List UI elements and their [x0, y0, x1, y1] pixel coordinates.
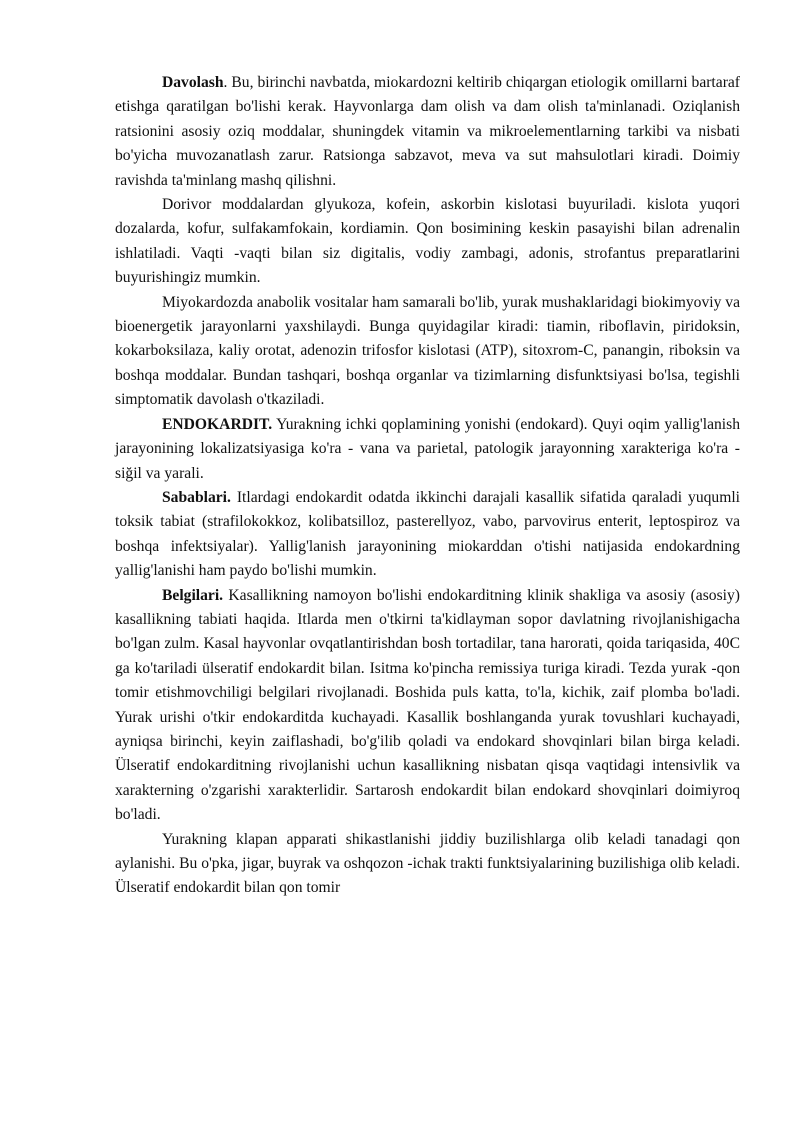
paragraph-treatment: [115, 71, 740, 193]
heading-belgilari: Belgilari.: [162, 586, 224, 604]
heading-endokardit: ENDOKARDIT.: [162, 415, 273, 433]
paragraph-text: Kasallikning namoyon bo'lishi endokarditning klinik shakliga va asosiy (asosiy) kasallikning tabiati haqida. Itlarda men o'tkirni ta'kidlayman sopor davlatning rivojlanishigacha bo'lgan zulm. Kasal hayvonlar ovqatlantirishdan bosh tortadilar, tana harorati, qoida tariqasida, 40C ga ko'tariladi ülseratif endokardit bilan. Isitma ko'pincha remissiya turiga kiradi. Tezda yurak -qon tomir etishmovchiligi belgilari rivojlanadi. Boshida puls katta, to'la, kichik, zaif plomba bo'ladi. Yurak urishi o'tkir endokarditda kuchayadi. Kasallik boshlanganda yurak tovushlari kuchayadi, ayniqsa birinchi, keyin zaiflashadi, bo'g'ilib qoladi va endokard shovqinlari bilan birga keladi. Ülseratif endokarditning rivojlanishi uchun kasallikning nisbatan qisqa vaqtidagi intensivlik va xarakterning o'zgarishi xarakterlidir. Sartarosh endokardit bilan endokard shovqinlari doimiyroq bo'ladi.: [115, 586, 740, 824]
paragraph-text: Yurakning ichki qoplamining yonishi (endokard). Quyi oqim yallig'lanish jarayonining lokalizatsiyasiga ko'ra - vana va parietal, patologik jarayonning xarakteriga ko'ra - siğil va yarali.: [115, 415, 740, 482]
heading-davolash: Davolash: [162, 74, 224, 91]
paragraph-text: Yurakning klapan apparati shikastlanishi jiddiy buzilishlarga olib keladi tanadagi qon aylanishi. Bu o'pka, jigar, buyrak va oshqozon -ichak trakti funktsiyalarining buzilishiga olib keladi. Ülseratif endokardit bilan qon tomir: [115, 830, 740, 897]
document-page: [115, 71, 740, 901]
paragraph-anabolic: [115, 291, 740, 413]
paragraph-text: . Bu, birinchi navbatda, miokardozni keltirib chiqargan etiologik omillarni bartaraf etishga qaratilgan bo'lishi kerak. Hayvonlarga dam olish va dam olish ta'minlanadi. Oziqlanish ratsionini asosiy oziq moddalar, shuningdek vitamin va mikroelementlarning tarkibi va nisbati bo'yicha muvozanatlash zarur. Ratsionga sabzavot, meva va sut mahsulotlari kiradi. Doimiy ravishda ta'minlang mashq qilishni.: [115, 74, 740, 189]
paragraph-endocarditis: [115, 413, 740, 486]
heading-sabablari: Sabablari.: [162, 488, 231, 506]
paragraph-medications: [115, 193, 740, 291]
paragraph-causes: [115, 486, 740, 584]
paragraph-text: Itlardagi endokardit odatda ikkinchi darajali kasallik sifatida qaraladi yuqumli toksik tabiat (strafilokokkoz, kolibatsilloz, pasterellyoz, vabo, parvovirus enterit, leptospiroz va boshqa infektsiyalar). Yallig'lanish jarayonining miokarddan o'tishi natijasida endokardning yallig'lanishi ham paydo bo'lishi mumkin.: [115, 488, 740, 580]
paragraph-text: Miyokardozda anabolik vositalar ham samarali bo'lib, yurak mushaklaridagi biokimyoviy va bioenergetik jarayonlarni yaxshilaydi. Bunga quyidagilar kiradi: tiamin, riboflavin, piridoksin, kokarboksilaza, kaliy orotat, adenozin trifosfor kislotasi (ATP), sitoxrom-C, panangin, riboksin va boshqa moddalar. Bundan tashqari, boshqa organlar va tizimlarning disfunktsiyasi bo'lsa, tegishli simptomatik davolash o'tkaziladi.: [115, 293, 740, 409]
paragraph-symptoms: [115, 584, 740, 828]
paragraph-text: Dorivor moddalardan glyukoza, kofein, askorbin kislotasi buyuriladi. kislota yuqori dozalarda, kofur, sulfakamfokain, kordiamin. Qon bosimining keskin pasayishi bilan adrenalin ishlatiladi. Vaqti -vaqti bilan siz digitalis, vodiy zambagi, adonis, strofantus preparatlarini buyurishingiz mumkin.: [115, 196, 740, 287]
paragraph-valve-damage: [115, 828, 740, 901]
